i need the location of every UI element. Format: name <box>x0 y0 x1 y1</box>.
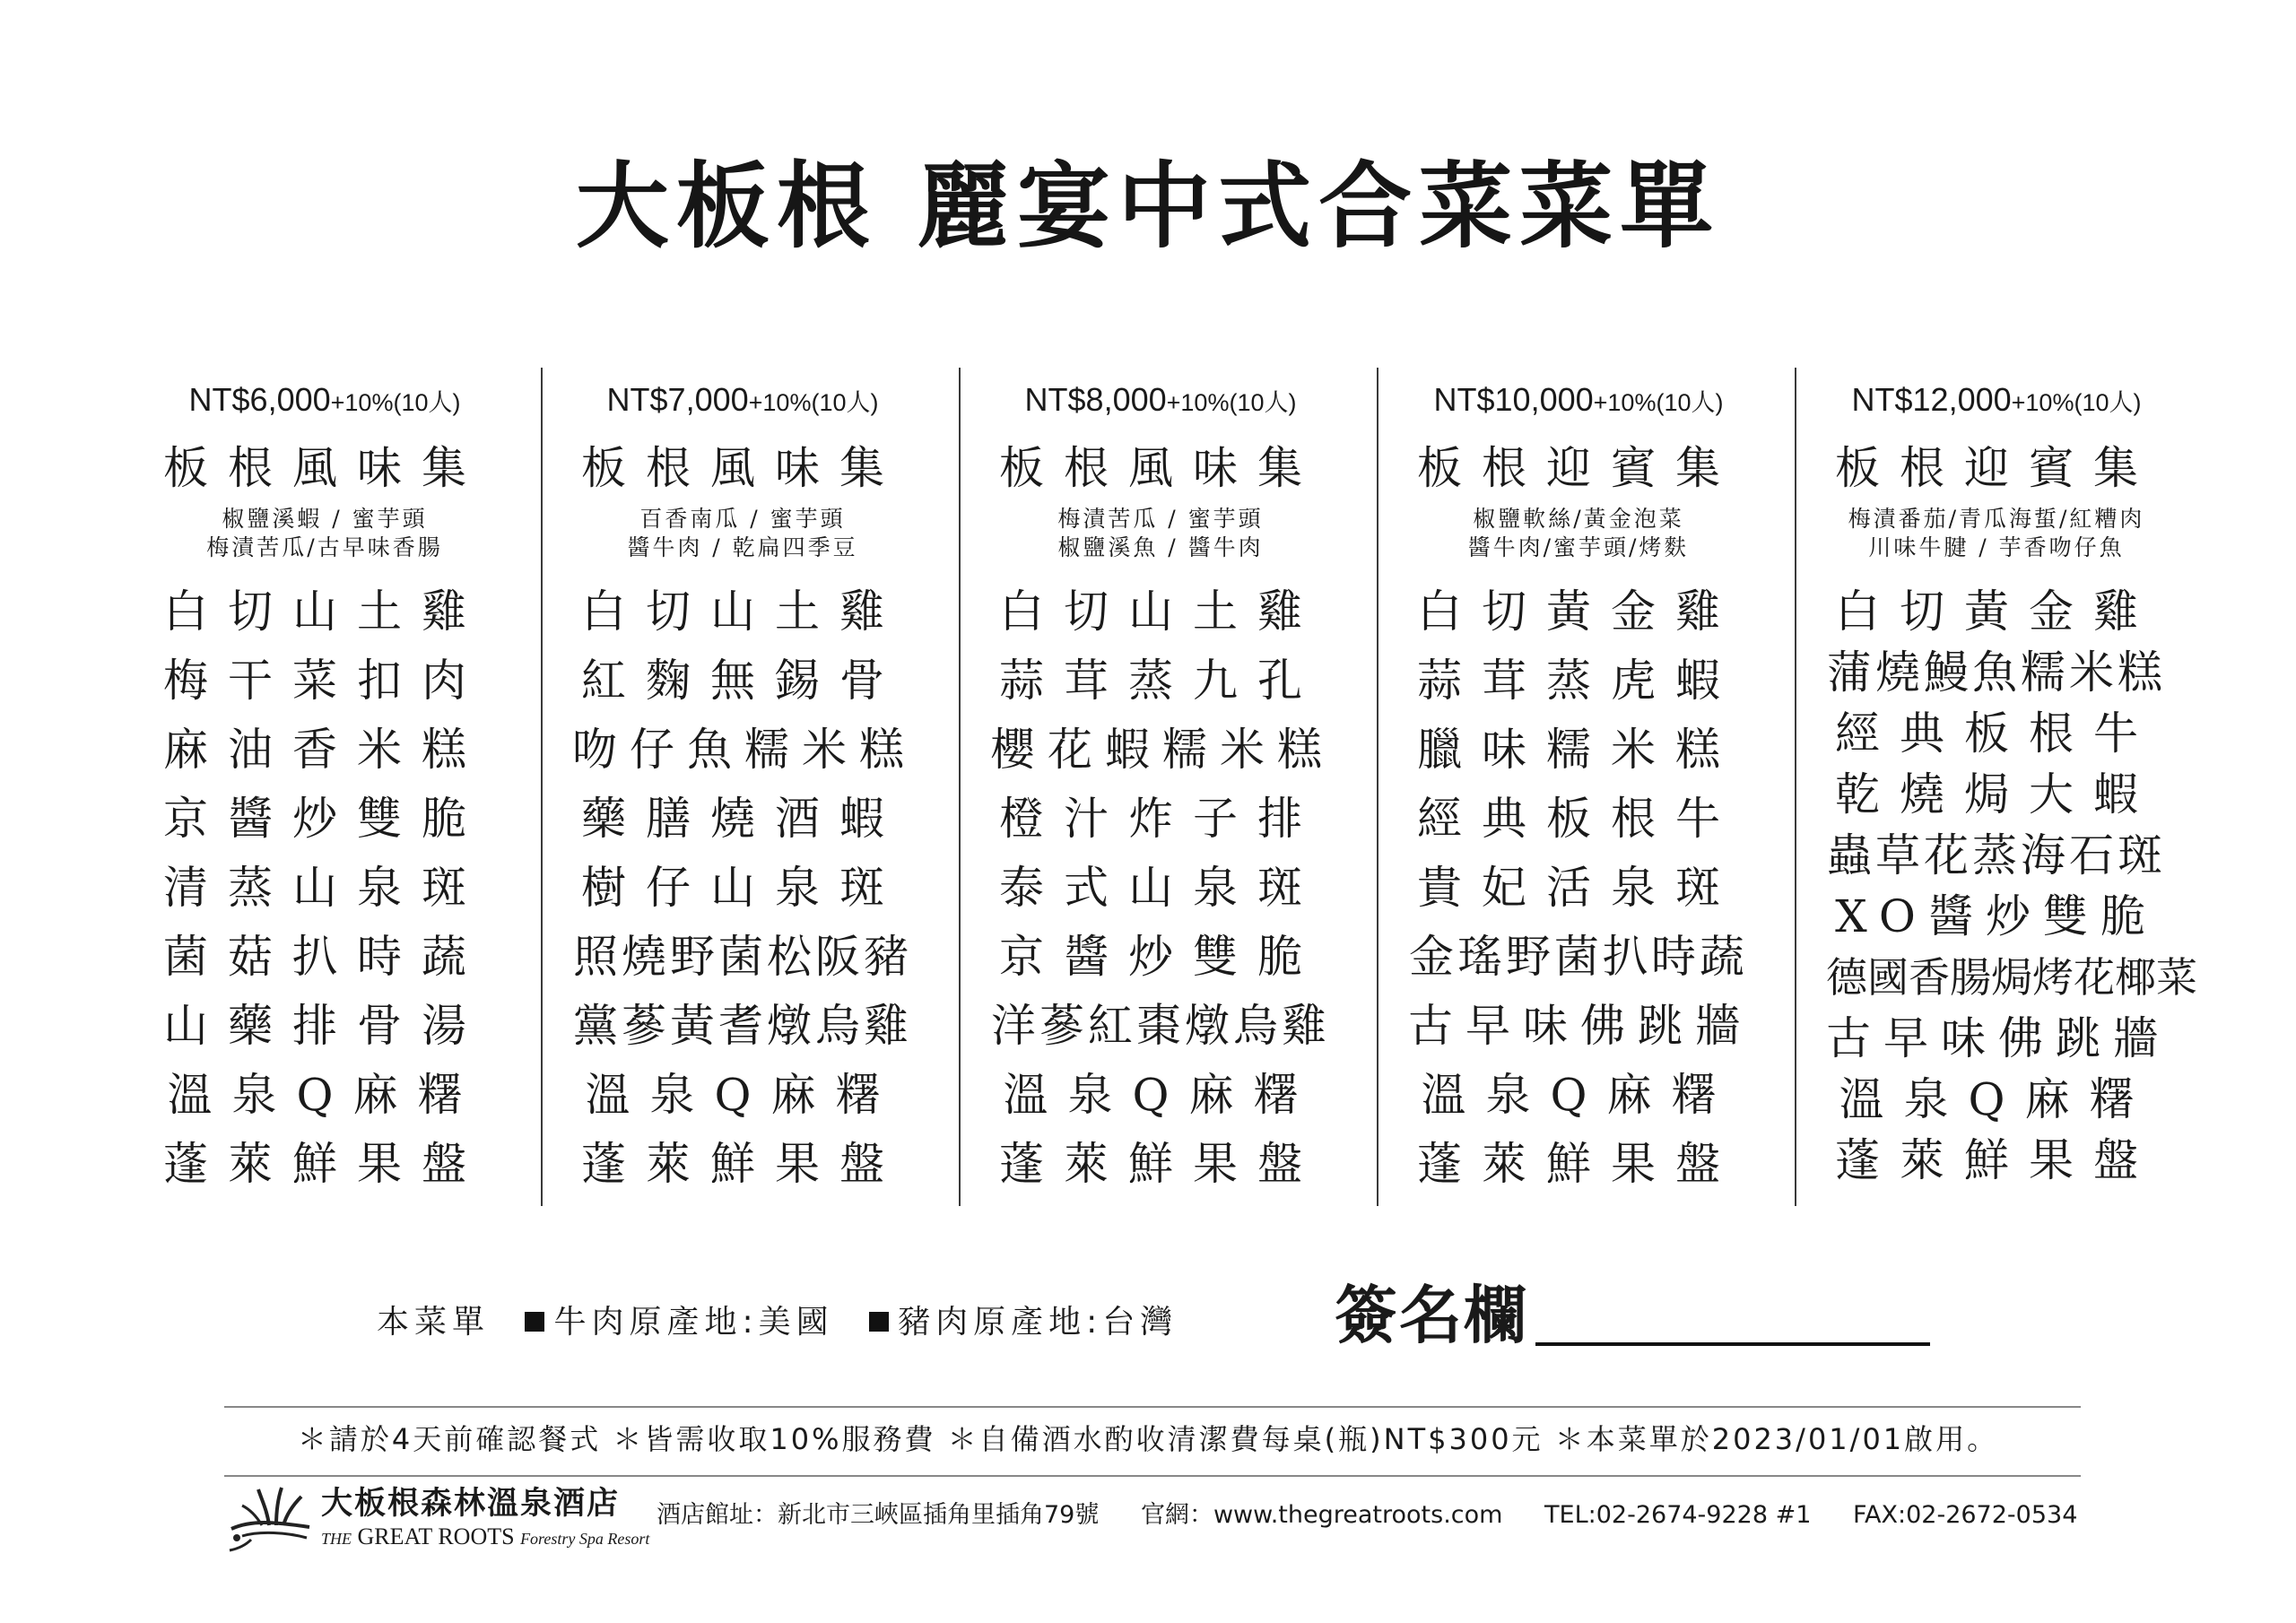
price-note: +10%(10人) <box>748 389 879 416</box>
hotel-address: 酒店館址：新北市三峽區插角里插角79號 <box>657 1501 1100 1529</box>
price-note: +10%(10人) <box>1593 389 1724 416</box>
hotel-website[interactable]: 官網：www.thegreatroots.com <box>1140 1501 1503 1529</box>
price-note: +10%(10人) <box>330 389 461 416</box>
dish-item: 紅麴無錫骨 <box>581 655 904 707</box>
dish-item: 溫泉Q麻糬 <box>1003 1069 1318 1121</box>
dish-item: 櫻花蝦糯米糕 <box>990 724 1335 776</box>
set-price <box>1408 377 1749 426</box>
appetizer-set-title: 板根風味集 <box>581 442 904 494</box>
dish-item: 貴妃活泉斑 <box>1417 862 1740 914</box>
dish-item: 古早味佛跳牆 <box>1826 1012 2170 1064</box>
dish-item: 吻仔魚糯米糕 <box>572 724 917 776</box>
dish-item: 菌菇扒時蔬 <box>163 931 486 983</box>
dish-item: 臘味糯米糕 <box>1417 724 1740 776</box>
appetizer-set-title: 板根迎賓集 <box>1417 442 1740 494</box>
price-amount: NT$8,000 <box>1024 381 1167 418</box>
dish-item: 溫泉Q麻糬 <box>167 1069 483 1121</box>
dish-item: 蓬萊鮮果盤 <box>999 1138 1322 1190</box>
dish-item: 京醬炒雙脆 <box>999 931 1322 983</box>
dish-item: 蒲燒鰻魚糯米糕 <box>1827 647 2166 699</box>
column-divider <box>1377 368 1378 1206</box>
signature-line[interactable] <box>1535 1342 1930 1346</box>
dish-item: 洋蔘紅棗燉烏雞 <box>991 1000 1330 1052</box>
dish-item: 白切山土雞 <box>581 586 904 638</box>
dish-item: XO醬炒雙脆 <box>1835 890 2158 942</box>
dish-item: 乾燒焗大蝦 <box>1835 768 2158 820</box>
dish-item: 清蒸山泉斑 <box>163 862 486 914</box>
dish-item: 橙汁炸子排 <box>999 793 1322 845</box>
price-note: +10%(10人) <box>2011 389 2142 416</box>
hotel-logo <box>224 1484 650 1556</box>
column-divider <box>959 368 961 1206</box>
square-bullet-icon <box>869 1312 889 1332</box>
set-price <box>154 377 495 426</box>
dish-item: 德國香腸焗烤花椰菜 <box>1826 953 2197 1002</box>
appetizer-set-items: 椒鹽溪魚 / 醬牛肉 <box>1057 534 1264 560</box>
menu-title: 大板根 麗宴中式合菜菜單 <box>575 152 1721 261</box>
price-amount: NT$10,000 <box>1433 381 1594 418</box>
signature-label: 簽名欄 <box>1335 1278 1528 1352</box>
dish-item: 蓬萊鮮果盤 <box>163 1138 486 1190</box>
dish-item: 金瑤野菌扒時蔬 <box>1409 931 1748 983</box>
dish-item: 蟲草花蒸海石斑 <box>1827 829 2166 881</box>
origin-statement <box>377 1296 1178 1350</box>
dish-item: 蓬萊鮮果盤 <box>1417 1138 1740 1190</box>
dish-item: 白切黃金雞 <box>1417 586 1740 638</box>
appetizer-set-title: 板根迎賓集 <box>1835 442 2158 494</box>
appetizer-set-title: 板根風味集 <box>999 442 1322 494</box>
dish-item: 泰式山泉斑 <box>999 862 1322 914</box>
column-divider <box>1795 368 1796 1206</box>
hotel-name-en: THE GREAT ROOTS Forestry Spa Resort <box>321 1523 650 1549</box>
appetizer-set-items: 醬牛肉/蜜芋頭/烤麩 <box>1467 534 1690 560</box>
dish-item: 溫泉Q麻糬 <box>1839 1073 2154 1125</box>
appetizer-set-items: 梅漬番茄/青瓜海蜇/紅糟肉 <box>1848 506 2145 532</box>
dish-item: 麻油香米糕 <box>163 724 486 776</box>
hotel-fax: FAX:02-2672-0534 <box>1852 1501 2078 1529</box>
dish-item: 藥膳燒酒蝦 <box>581 793 904 845</box>
price-amount: NT$7,000 <box>606 381 749 418</box>
dish-item: 經典板根牛 <box>1417 793 1740 845</box>
dish-item: 白切山土雞 <box>999 586 1322 638</box>
menu-notes: ＊請於4天前確認餐式 ＊皆需收取10%服務費 ＊自備酒水酌收清潔費每桌(瓶)NT$300元 ＊本菜單於2023/01/01啟用。 <box>297 1422 1999 1456</box>
dish-item: 白切黃金雞 <box>1835 586 2158 638</box>
dish-item: 白切山土雞 <box>163 586 486 638</box>
price-note: +10%(10人) <box>1166 389 1297 416</box>
roots-logo-icon <box>224 1484 314 1556</box>
dish-item: 蓬萊鮮果盤 <box>581 1138 904 1190</box>
dish-item: 古早味佛跳牆 <box>1408 1000 1752 1052</box>
dish-item: 溫泉Q麻糬 <box>585 1069 900 1121</box>
square-bullet-icon <box>525 1312 544 1332</box>
dish-item: 黨蔘黃耆燉烏雞 <box>573 1000 912 1052</box>
hotel-name-cn: 大板根森林溫泉酒店 <box>321 1486 621 1522</box>
dish-item: 溫泉Q麻糬 <box>1421 1069 1736 1121</box>
dish-item: 蓬萊鮮果盤 <box>1835 1134 2158 1186</box>
appetizer-set-items: 椒鹽溪蝦 / 蜜芋頭 <box>222 506 428 532</box>
price-amount: NT$6,000 <box>188 381 331 418</box>
beef-origin: 牛肉原產地:美國 <box>553 1304 834 1341</box>
dish-item: 梅干菜扣肉 <box>163 655 486 707</box>
appetizer-set-items: 百香南瓜 / 蜜芋頭 <box>639 506 846 532</box>
dish-item: 山藥排骨湯 <box>163 1000 486 1052</box>
set-price <box>1826 377 2167 426</box>
origin-label: 本菜單 <box>377 1304 491 1341</box>
appetizer-set-items: 椒鹽軟絲/黃金泡菜 <box>1473 506 1684 532</box>
dish-item: 京醬炒雙脆 <box>163 793 486 845</box>
appetizer-set-items: 梅漬苦瓜 / 蜜芋頭 <box>1057 506 1264 532</box>
set-price <box>572 377 913 426</box>
dish-item: 經典板根牛 <box>1835 707 2158 759</box>
dish-item: 蒜茸蒸虎蝦 <box>1417 655 1740 707</box>
appetizer-set-items: 醬牛肉 / 乾扁四季豆 <box>627 534 858 560</box>
contact-info <box>657 1497 2077 1533</box>
dish-item: 樹仔山泉斑 <box>581 862 904 914</box>
appetizer-set-items: 川味牛腱 / 芋香吻仔魚 <box>1868 534 2125 560</box>
dish-item: 蒜茸蒸九孔 <box>999 655 1322 707</box>
divider-rule <box>224 1475 2081 1477</box>
divider-rule <box>224 1406 2081 1408</box>
dish-item: 照燒野菌松阪豬 <box>573 931 912 983</box>
pork-origin: 豬肉原產地:台灣 <box>898 1304 1178 1341</box>
column-divider <box>541 368 543 1206</box>
hotel-tel: TEL:02-2674-9228 #1 <box>1544 1501 1812 1529</box>
price-amount: NT$12,000 <box>1851 381 2012 418</box>
appetizer-set-title: 板根風味集 <box>163 442 486 494</box>
set-price <box>990 377 1331 426</box>
appetizer-set-items: 梅漬苦瓜/古早味香腸 <box>206 534 443 560</box>
